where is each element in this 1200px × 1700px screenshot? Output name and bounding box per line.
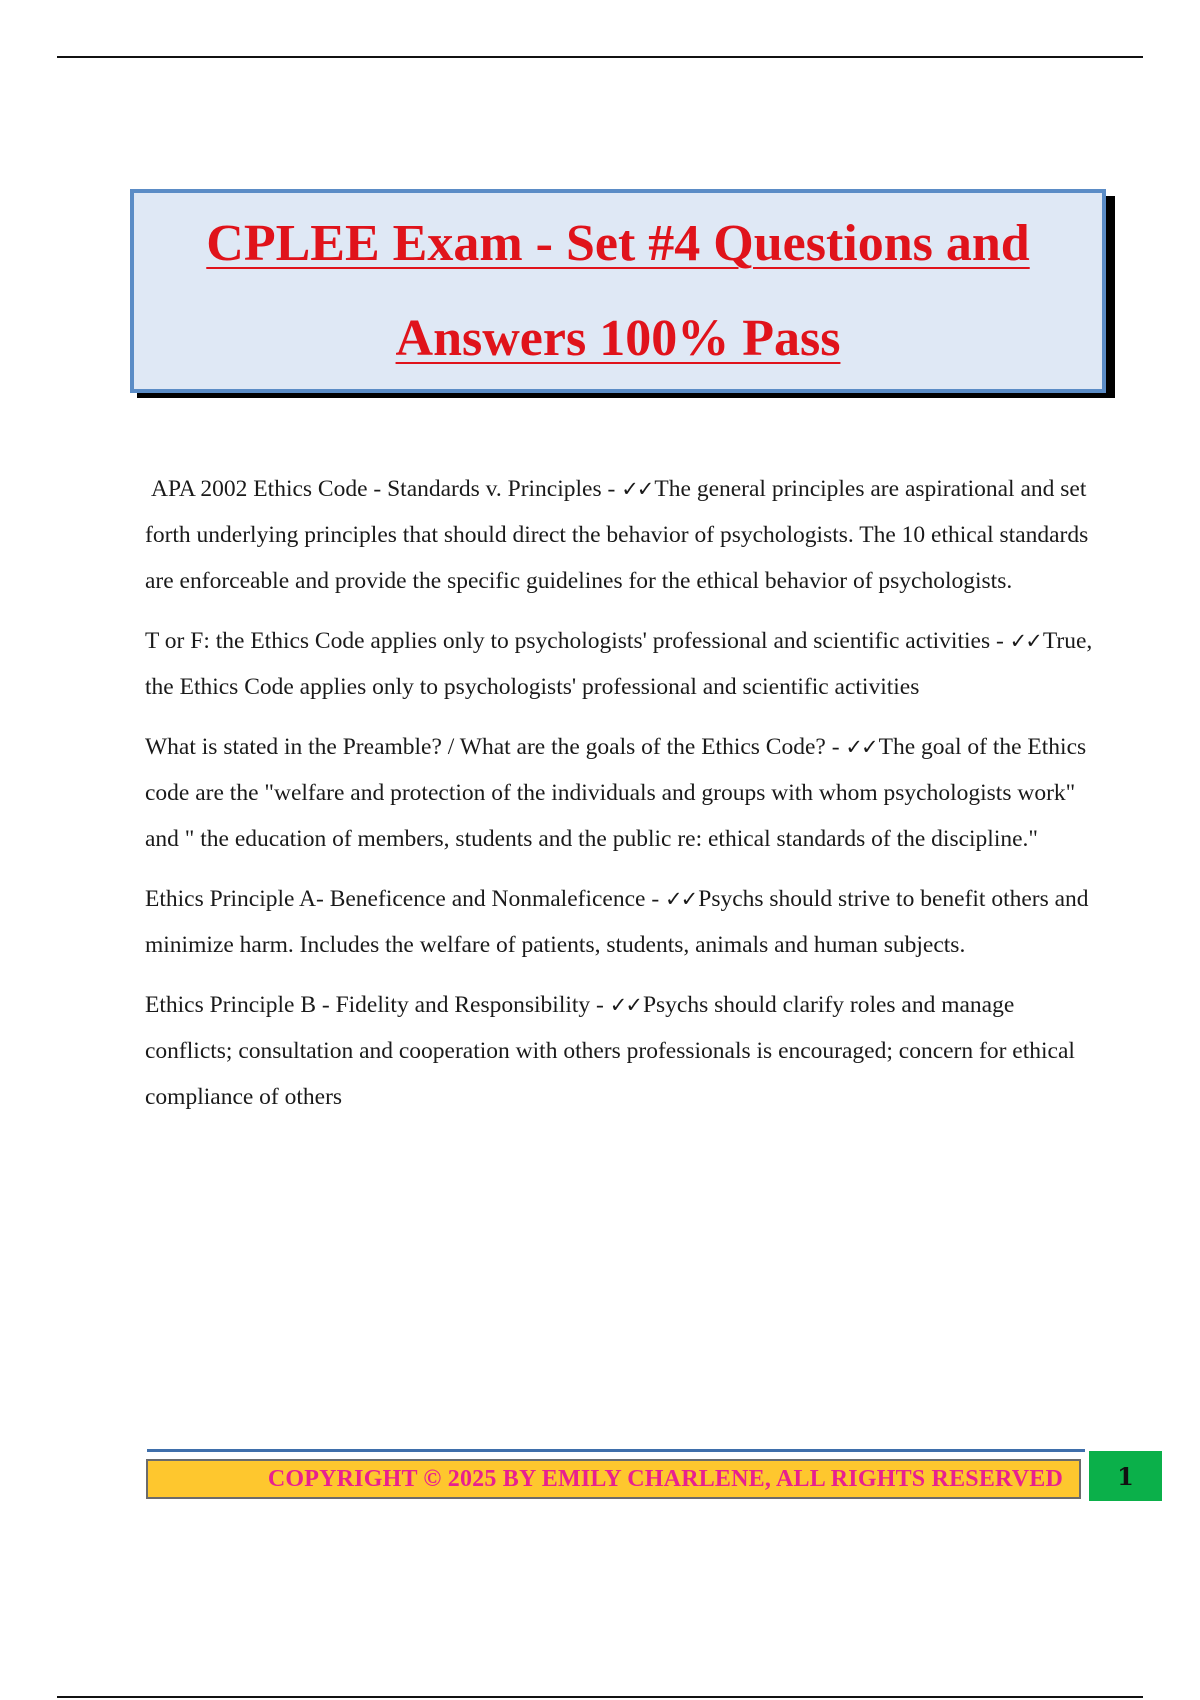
qa-answer: The goal of the Ethics code are the "welfare and protection of the individuals and groups with whom psychologists work" and " the education of members, students and the public re: ethical standards of the discipline." — [145, 734, 1087, 852]
copyright-text: COPYRIGHT © 2025 BY EMILY CHARLENE, ALL RIGHTS RESERVED — [267, 1465, 1063, 1492]
qa-item — [145, 466, 1105, 604]
top-rule — [57, 56, 1143, 58]
qa-content — [145, 466, 1105, 1134]
qa-question: APA 2002 Ethics Code - Standards v. Principles - — [151, 476, 622, 502]
document-title-line-1: CPLEE Exam - Set #4 Questions and — [206, 215, 1030, 272]
qa-answer: The general principles are aspirational and set forth underlying principles that should direct the behavior of psychologists. The 10 ethical standards are enforceable and provide the specific guidelines for the ethical behavior of psychologists. — [145, 476, 1089, 594]
check-icon: ✓✓ — [665, 887, 697, 911]
qa-answer: Psychs should strive to benefit others and minimize harm. Includes the welfare of patients, students, animals and human subjects. — [145, 886, 1089, 958]
footer-rule — [147, 1449, 1085, 1452]
qa-answer: Psychs should clarify roles and manage conflicts; consultation and cooperation with others professionals is encouraged; concern for ethical compliance of others — [145, 992, 1075, 1110]
document-title-line-2: Answers 100% Pass — [395, 310, 841, 367]
qa-question: Ethics Principle A- Beneficence and Nonmaleficence - — [145, 886, 666, 912]
qa-question: Ethics Principle B - Fidelity and Responsibility - — [145, 992, 610, 1018]
copyright-bar — [146, 1459, 1081, 1499]
qa-item — [145, 618, 1105, 710]
qa-item — [145, 724, 1105, 862]
bottom-rule — [57, 1696, 1143, 1698]
qa-answer: True, the Ethics Code applies only to psychologists' professional and scientific activities — [145, 628, 1093, 700]
check-icon: ✓✓ — [621, 477, 653, 501]
check-icon: ✓✓ — [845, 735, 877, 759]
qa-item — [145, 982, 1105, 1120]
qa-question: T or F: the Ethics Code applies only to psychologists' professional and scientific activities - — [145, 628, 1010, 654]
check-icon: ✓✓ — [1009, 629, 1041, 653]
qa-question: What is stated in the Preamble? / What are the goals of the Ethics Code? - — [145, 734, 846, 760]
check-icon: ✓✓ — [609, 993, 641, 1017]
page-number: 1 — [1089, 1451, 1162, 1501]
qa-item — [145, 876, 1105, 968]
title-box — [130, 189, 1106, 393]
